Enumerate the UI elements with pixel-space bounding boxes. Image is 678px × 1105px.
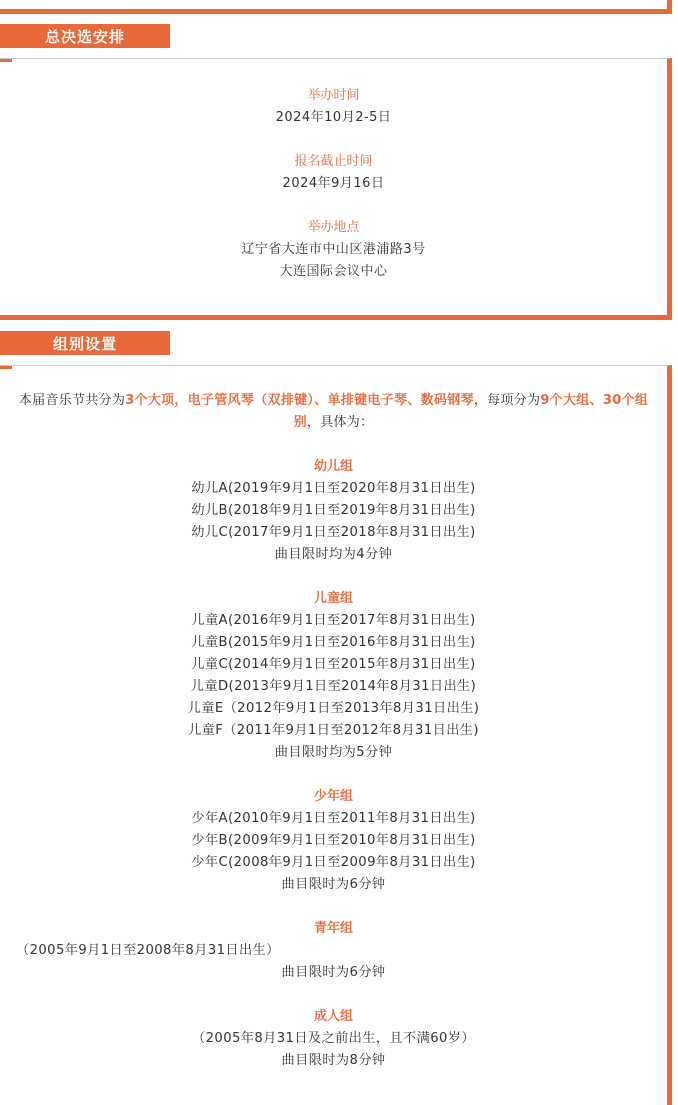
- group-infant: [0, 456, 667, 566]
- group-youth: [0, 918, 667, 984]
- group-name: 青年组: [313, 921, 353, 936]
- group-line: 幼儿C(2017年9月1日至2018年8月31日出生): [191, 525, 476, 540]
- info-value: 大连国际会议中心: [279, 264, 388, 279]
- info-deadline: [0, 151, 667, 195]
- intro-highlight-groups: 9个大组、30个组别: [293, 393, 649, 430]
- info-time: [0, 85, 667, 129]
- info-value: 2024年9月16日: [282, 176, 385, 191]
- group-line: 幼儿B(2018年9月1日至2019年8月31日出生): [191, 503, 476, 518]
- previous-card-edge: [0, 0, 672, 14]
- group-child: [0, 588, 667, 764]
- info-venue: [0, 217, 667, 283]
- group-name: 少年组: [313, 789, 353, 804]
- group-line: 儿童C(2014年9月1日至2015年8月31日出生): [191, 657, 476, 672]
- group-line: 儿童B(2015年9月1日至2016年8月31日出生): [191, 635, 476, 650]
- group-line: 少年C(2008年9月1日至2009年8月31日出生): [191, 855, 476, 870]
- group-line: 儿童E（2012年9月1日至2013年8月31日出生): [187, 701, 480, 716]
- group-list: [0, 434, 667, 1072]
- final-info-card: [0, 58, 672, 320]
- group-line: 少年B(2009年9月1日至2010年8月31日出生): [191, 833, 476, 848]
- final-info-content: [0, 59, 667, 283]
- group-time-limit: 曲目限时均为5分钟: [274, 745, 393, 760]
- info-value: 2024年10月2-5日: [275, 110, 392, 125]
- group-line: （2005年8月31日及之前出生，且不满60岁）: [192, 1031, 475, 1046]
- group-line: 儿童D(2013年9月1日至2014年8月31日出生): [190, 679, 477, 694]
- group-line: 少年A(2010年9月1日至2011年8月31日出生): [191, 811, 476, 826]
- groups-card: [0, 365, 672, 1105]
- group-name: 成人组: [313, 1009, 353, 1024]
- section-banner-final: [0, 24, 170, 48]
- info-label: 报名截止时间: [294, 154, 373, 169]
- info-label: 举办地点: [307, 220, 360, 235]
- intro-prefix: 本届音乐节共分为: [18, 393, 126, 408]
- group-time-limit: 曲目限时为6分钟: [281, 965, 386, 980]
- intro-suffix: ，具体为：: [306, 415, 374, 430]
- group-line: 儿童A(2016年9月1日至2017年8月31日出生): [191, 613, 476, 628]
- section-banner-groups: [0, 331, 170, 355]
- group-line: （2005年9月1日至2008年8月31日出生）: [16, 943, 280, 958]
- info-value: 辽宁省大连市中山区港浦路3号: [241, 242, 426, 257]
- intro-mid: ，每项分为: [473, 393, 541, 408]
- group-time-limit: 曲目限时为6分钟: [281, 877, 386, 892]
- group-time-limit: 曲目限时均为4分钟: [274, 547, 393, 562]
- section-title: 总决选安排: [44, 27, 125, 46]
- group-junior: [0, 786, 667, 896]
- groups-intro: [0, 366, 667, 434]
- group-line: 儿童F（2011年9月1日至2012年8月31日出生): [188, 723, 479, 738]
- intro-highlight-categories: 3个大项，电子管风琴（双排键）、单排键电子琴、数码钢琴: [125, 393, 474, 408]
- group-time-limit: 曲目限时为8分钟: [281, 1053, 386, 1068]
- group-name: 幼儿组: [313, 459, 353, 474]
- group-line: 幼儿A(2019年9月1日至2020年8月31日出生): [191, 481, 476, 496]
- info-label: 举办时间: [307, 88, 360, 103]
- group-adult: [0, 1006, 667, 1072]
- section-title: 组别设置: [52, 334, 117, 353]
- group-name: 儿童组: [313, 591, 353, 606]
